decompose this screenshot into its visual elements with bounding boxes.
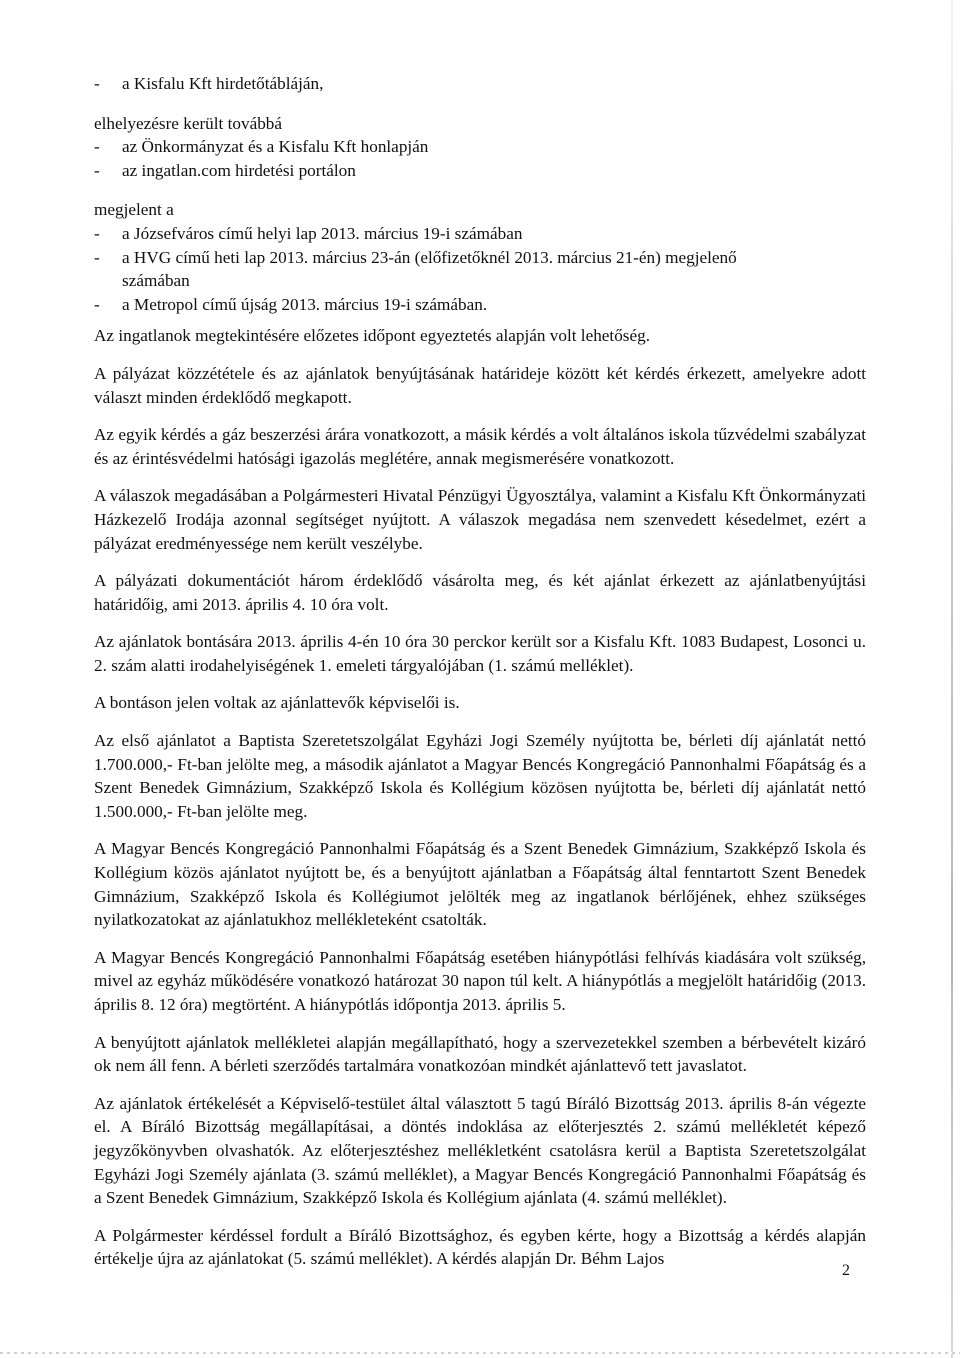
paragraph: A benyújtott ajánlatok mellékletei alapján megállapítható, hogy a szervezetekkel szemben a bérbevételt kizáró ok nem áll fenn. A bérleti szerződés tartalmára vonatkozóan mindkét ajánlattevő tett javaslatot. [94, 1032, 866, 1076]
paragraph: A válaszok megadásában a Polgármesteri Hivatal Pénzügyi Ügyosztálya, valamint a Kisfalu Kft Önkormányzati Házkezelő Irodája azonnal segítséget nyújtott. A válaszok megadása nem szenvedett késedelmet, ezért a pályázat eredményessége nem került veszélybe. [94, 486, 866, 553]
scan-edge-right [951, 0, 953, 1358]
paragraph: Az ajánlatok értékelését a Képviselő-testület által választott 5 tagú Bíráló Bizottság 2013. április 8-án végezte el. A Bíráló Bizottság megállapításai, a döntés indoklása az előterjesztés 2. számú mellékletét képező jegyzőkönyvben olvashatók. Az előterjesztéshez mellékletként csatolásra kerül a Baptista Szeretetszolgálat Egyházi Jogi Személy ajánlata (3. számú melléklet), a Magyar Bencés Kongregáció Pannonhalmi Főapátság és a Szent Benedek Gimnázium, Szakképző Iskola és Kollégium ajánlata (4. számú melléklet). [94, 1093, 866, 1208]
paragraph: Az első ajánlatot a Baptista Szeretetszolgálat Egyházi Jogi Személy nyújtotta be, bérleti díj ajánlatát nettó 1.700.000,- Ft-ban jelölte meg, a második ajánlatot a Magyar Bencés Kongregáció Pannonhalmi Főapátság és a Szent Benedek Gimnázium, Szakképző Iskola és Kollégium közösen nyújtotta be, bérleti díj ajánlatát nettó 1.500.000,- Ft-ban jelölte meg. [94, 731, 866, 821]
list-label: megjelent a [94, 200, 174, 220]
paragraph: A pályázati dokumentációt három érdeklődő vásárolta meg, és két ajánlat érkezett az ajánlatbenyújtási határidőig, ami 2013. április 4. 10 óra volt. [94, 571, 866, 614]
further-list [94, 112, 866, 183]
list-item: - a Kisfalu Kft hirdetőtábláján, [94, 72, 866, 96]
document-body [94, 72, 866, 1285]
list-item: - az ingatlan.com hirdetési portálon [94, 159, 866, 183]
paragraph: Az egyik kérdés a gáz beszerzési árára vonatkozott, a másik kérdés a volt általános iskola tűzvédelmi szabályzat és az érintésvédelmi hatósági igazolás meglétére, annak megismerésére vonatkozott. [94, 425, 866, 468]
list-item-continuation: számában [122, 271, 190, 291]
published-list [94, 198, 866, 316]
list-item: - a Józsefváros című helyi lap 2013. március 19-i számában [94, 222, 866, 246]
list-item: - a HVG című heti lap 2013. március 23-án (előfizetőknél 2013. március 21-én) megjelenő [94, 246, 866, 270]
paragraph: A Magyar Bencés Kongregáció Pannonhalmi Főapátság esetében hiánypótlási felhívás kiadására volt szükség, mivel az egyház működésére vonatkozó határozat 30 napon túl kelt. A hiánypótlás a megjelölt határidőig (2013. április 8. 12 óra) megtörtént. A hiánypótlás időpontja 2013. április 5. [94, 947, 866, 1014]
top-list [94, 72, 866, 96]
list-item: - az Önkormányzat és a Kisfalu Kft honlapján [94, 135, 866, 159]
scan-edge-bottom [0, 1352, 960, 1354]
paragraph: Az ajánlatok bontására 2013. április 4-én 10 óra 30 perckor került sor a Kisfalu Kft. 1083 Budapest, Losonci u. 2. szám alatti irodahelyiségének 1. emeleti tárgyalójában (1. számú melléklet). [94, 632, 866, 675]
list-item: - a Metropol című újság 2013. március 19-i számában. [94, 293, 866, 317]
paragraph: A Magyar Bencés Kongregáció Pannonhalmi Főapátság és a Szent Benedek Gimnázium, Szakképző Iskola és Kollégium közös ajánlatot nyújtott be, és a benyújtott ajánlatban a Főapátság által fenntartott Szent Benedek Gimnázium, Szakképző Iskola és Kollégiumot jelölték meg az ingatlanok bérlőjének, ehhez szükséges nyilatkozatokat az ajánlatukhoz mellékleteként csatolták. [94, 839, 866, 930]
list-label: elhelyezésre került továbbá [94, 113, 283, 133]
paragraph: A Polgármester kérdéssel fordult a Bíráló Bizottsághoz, és egyben kérte, hogy a Bizottság a kérdés alapján értékelje újra az ajánlatokat (5. számú melléklet). A kérdés alapján Dr. Béhm Lajos [94, 1225, 866, 1269]
paragraph: A pályázat közzététele és az ajánlatok benyújtásának határideje között két kérdés érkezett, amelyekre adott választ minden érdeklődő megkapott. [94, 363, 866, 407]
paragraph: A bontáson jelen voltak az ajánlattevők képviselői is. [94, 693, 460, 713]
page-number: 2 [842, 1262, 850, 1279]
paragraph: Az ingatlanok megtekintésére előzetes időpont egyeztetés alapján volt lehetőség. [94, 326, 651, 346]
